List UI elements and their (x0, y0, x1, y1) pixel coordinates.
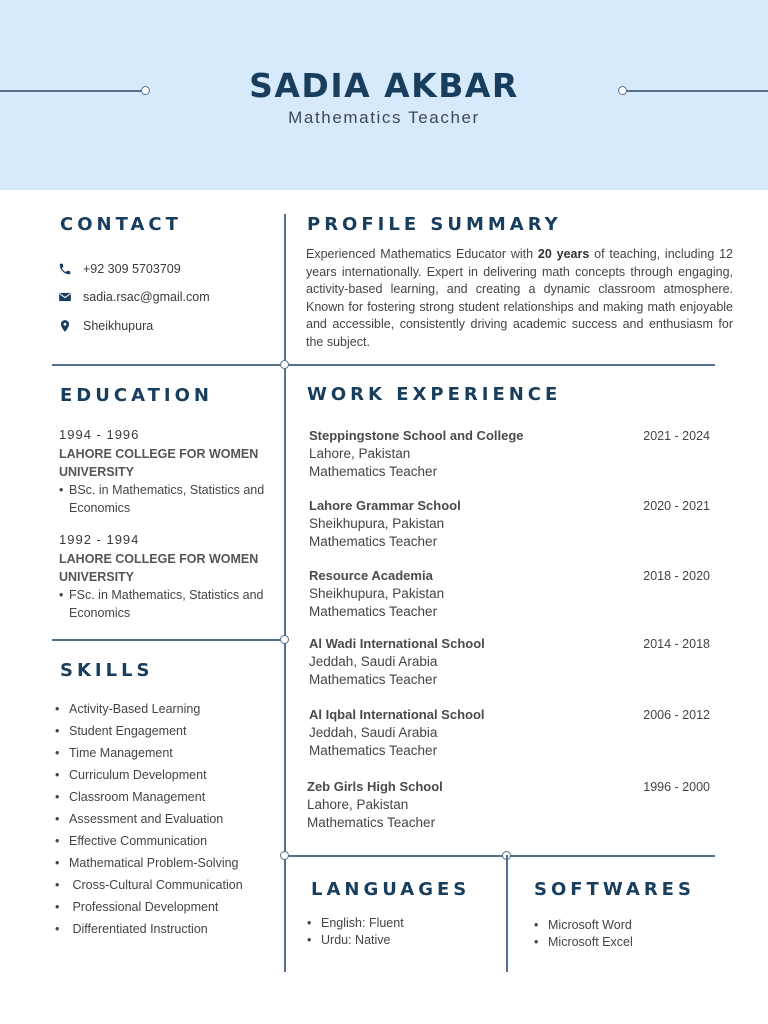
job-dates: 2021 - 2024 (643, 429, 710, 443)
job-role: Mathematics Teacher (309, 464, 438, 479)
education-years: 1992 - 1994 (59, 532, 140, 547)
profile-summary-text: Experienced Mathematics Educator with 20 years of teaching, including 12 years internationally. Expert in delivering math concepts through engaging, activity-based learning, and creating a dynamic classroom atmosphere. Known for fostering strong student relationships and making math enjoyable and accessible, consistently driving academic success and enthusiasm for the subject. (306, 247, 734, 349)
divider-dot-2 (280, 635, 289, 644)
languages-heading: LANGUAGES (311, 879, 470, 900)
job-dates: 1996 - 2000 (643, 780, 710, 794)
language-item: • English: Fluent (307, 915, 404, 932)
job-company: Al Wadi International School (309, 636, 485, 651)
software-item: • Microsoft Word (534, 917, 633, 934)
skill-item: • Cross-Cultural Communication (55, 874, 243, 896)
divider-education-bottom (52, 639, 284, 641)
job-location: Jeddah, Saudi Arabia (309, 725, 438, 740)
skill-item: • Curriculum Development (55, 764, 243, 786)
job-dates: 2014 - 2018 (643, 637, 710, 651)
skill-item: • Assessment and Evaluation (55, 808, 243, 830)
job-location: Sheikhupura, Pakistan (309, 516, 445, 531)
education-degree: • FSc. in Mathematics, Statistics and Economics (59, 586, 274, 622)
job-role: Mathematics Teacher (309, 743, 438, 758)
job-company: Zeb Girls High School (307, 779, 443, 794)
job-company: Lahore Grammar School (309, 498, 461, 513)
job-role: Mathematics Teacher (307, 815, 436, 830)
divider-dot-3 (280, 851, 289, 860)
skills-heading: SKILLS (60, 660, 154, 681)
job-company: Al Iqbal International School (309, 707, 485, 722)
skill-item: • Classroom Management (55, 786, 243, 808)
divider-experience-bottom (284, 855, 715, 857)
education-school: LAHORE COLLEGE FOR WOMEN UNIVERSITY (59, 552, 259, 584)
softwares-heading: SOFTWARES (534, 879, 695, 900)
skill-item: • Mathematical Problem-Solving (55, 852, 243, 874)
education-entry (59, 532, 274, 622)
profile-heading: PROFILE SUMMARY (307, 214, 562, 235)
education-school: LAHORE COLLEGE FOR WOMEN UNIVERSITY (59, 447, 259, 479)
softwares-list (534, 917, 633, 950)
job-entry (309, 497, 729, 551)
email-icon (58, 290, 72, 304)
education-years: 1994 - 1996 (59, 427, 140, 442)
software-item: • Microsoft Excel (534, 934, 633, 951)
contact-heading: CONTACT (60, 214, 182, 235)
education-heading: EDUCATION (60, 385, 213, 406)
education-degree: • BSc. in Mathematics, Statistics and Economics (59, 481, 274, 517)
skills-list (55, 698, 243, 940)
phone-icon (58, 262, 72, 276)
job-entry (309, 635, 729, 689)
education-entry (59, 427, 274, 517)
skill-item: • Professional Development (55, 896, 243, 918)
skill-item: • Student Engagement (55, 720, 243, 742)
job-entry (309, 427, 729, 481)
location-text: Sheikhupura (83, 319, 154, 333)
job-location: Sheikhupura, Pakistan (309, 586, 445, 601)
job-location: Lahore, Pakistan (307, 797, 409, 812)
summary-highlight: 20 years (537, 247, 590, 261)
job-dates: 2006 - 2012 (643, 708, 710, 722)
job-dates: 2020 - 2021 (643, 499, 710, 513)
job-company: Steppingstone School and College (309, 428, 524, 443)
email-text: sadia.rsac@gmail.com (83, 290, 210, 304)
contact-email (58, 290, 210, 304)
job-dates: 2018 - 2020 (643, 569, 710, 583)
job-entry (309, 567, 729, 621)
contact-location (58, 319, 153, 333)
location-pin-icon (58, 319, 72, 333)
candidate-title: Mathematics Teacher (288, 108, 480, 127)
candidate-name: SADIA AKBAR (249, 66, 519, 105)
experience-heading: WORK EXPERIENCE (307, 384, 561, 405)
divider-contact-bottom (52, 364, 715, 366)
languages-software-divider (506, 855, 508, 972)
skill-item: • Differentiated Instruction (55, 918, 243, 940)
job-role: Mathematics Teacher (309, 672, 438, 687)
job-entry (307, 778, 727, 832)
job-entry (309, 706, 729, 760)
job-company: Resource Academia (309, 568, 433, 583)
job-role: Mathematics Teacher (309, 604, 438, 619)
languages-list (307, 915, 404, 948)
job-role: Mathematics Teacher (309, 534, 438, 549)
phone-text: +92 309 5703709 (83, 262, 181, 276)
job-location: Jeddah, Saudi Arabia (309, 654, 438, 669)
skill-item: • Time Management (55, 742, 243, 764)
divider-dot-1 (280, 360, 289, 369)
contact-phone (58, 262, 181, 276)
skill-item: • Activity-Based Learning (55, 698, 243, 720)
language-item: • Urdu: Native (307, 932, 404, 949)
job-location: Lahore, Pakistan (309, 446, 411, 461)
skill-item: • Effective Communication (55, 830, 243, 852)
